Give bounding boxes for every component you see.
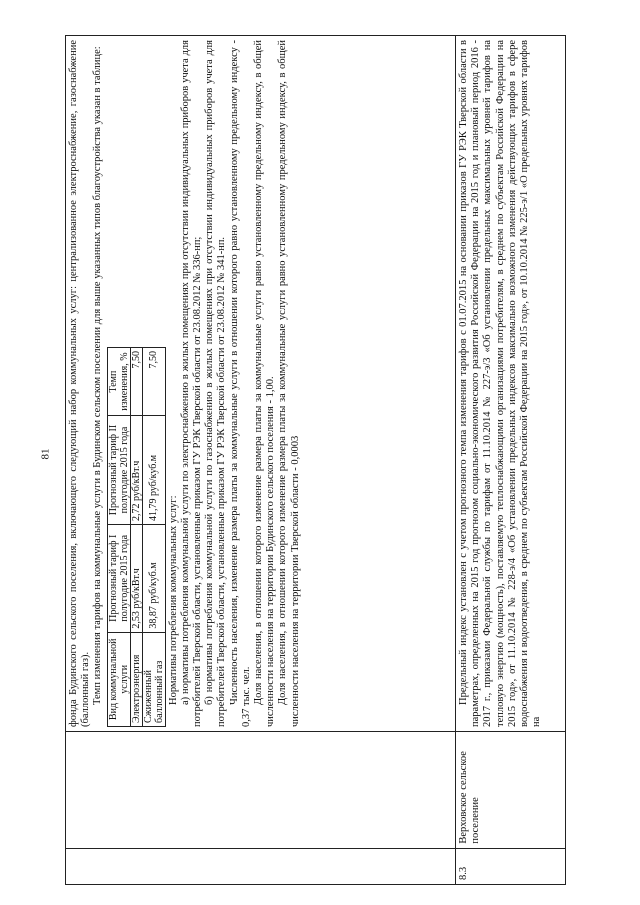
paragraph: а) нормативы потребления коммунальной услуги по электроснабжению в жилых помещениях при отсутствии индивидуальных приборов учета для потребителей Тверской области, установленные приказом ГУ РЭК Тверской области от 23.08.2012 № 336-нп; bbox=[179, 40, 204, 727]
cell: 41,79 руб/куб.м bbox=[142, 416, 165, 525]
description-cell bbox=[456, 36, 566, 732]
cell: 2,72 руб/кВт.ч bbox=[130, 416, 142, 525]
settlement-name-cell: Верховское сельское поселение bbox=[456, 732, 566, 849]
settlement-name-cell bbox=[66, 732, 456, 849]
row-number-cell bbox=[66, 848, 456, 884]
description-cell bbox=[66, 36, 456, 732]
rotated-page bbox=[65, 35, 565, 885]
cell: 2,53 руб/кВт.ч bbox=[130, 524, 142, 632]
table-row bbox=[66, 36, 456, 885]
paragraph: Нормативы потребления коммунальных услуг: bbox=[167, 495, 179, 705]
cell: Электроэнергия bbox=[130, 632, 142, 726]
cell: Сжиженный баллонный газ bbox=[142, 632, 165, 726]
row-number-cell: 8.3 bbox=[456, 848, 566, 884]
column-header: Вид коммунальной услуги bbox=[107, 632, 130, 726]
paragraph: Доля населения, в отношении которого изменение размера платы за коммунальные услуги равно установленному предельному индексу, в общей численности населения на территории Будинского сельского поселения - 1,00. bbox=[253, 40, 277, 727]
paragraph: Доля населения, в отношении которого изменение размера платы за коммунальные услуги равно установленному предельному индексу, в общей численности населения на территории Тверской области - 0,0003 bbox=[277, 40, 301, 727]
main-table bbox=[65, 35, 566, 885]
page-number: 81 bbox=[39, 448, 52, 460]
paragraph: Темп изменения тарифов на коммунальные услуги в Будинском сельском поселении для выше указанных типов благоустройства указан в таблице: bbox=[92, 46, 104, 705]
table-row bbox=[456, 36, 566, 885]
paragraph: Численность населения, изменение размера платы за коммунальные услуги в отношении которого равно установленному предельному индексу - 0,37 тыс. чел. bbox=[228, 40, 252, 727]
tariff-row bbox=[130, 348, 142, 727]
column-header: Прогнозный тариф I полугодие 2015 года bbox=[107, 524, 130, 632]
cell: 7,50 bbox=[142, 348, 165, 416]
tariff-table-header bbox=[107, 348, 130, 727]
column-header: Темп изменения, % bbox=[107, 348, 130, 416]
paragraph: фонда Будинского сельского поселения, включающего следующий набор коммунальных услуг: централизованное электроснабжение, газоснабжение (баллонный газ). bbox=[68, 40, 92, 727]
tariff-table bbox=[107, 347, 166, 727]
tariff-row bbox=[142, 348, 165, 727]
cell: 7,50 bbox=[130, 348, 142, 416]
paragraph: Предельный индекс установлен с учетом прогнозного темпа изменения тарифов с 01.07.2015 на основании приказов ГУ РЭК Тверской области в параметрах, определенных на 2015 год прогнозом социально-экономического развития Российской Федерации на 2015 год и плановый период 2016 - 2017 г., приказами Федеральной службы по тарифам от 11.10.2014 № 227-э/3 «Об установлении предельных максимальных уровней тарифов на тепловую энергию (мощность), поставляемую теплоснабжающими организациями потребителям, в среднем по субъектам Российской Федерации на 2015 год», от 11.10.2014 № 228-э/4 «Об установлении предельных индексов максимально возможного изменения действующих тарифов в сфере водоснабжения и водоотведения, в среднем по субъектам Российской Федерации на 2015 год», от 10.10.2014 № 225-э/1 «О предельных уровнях тарифов на bbox=[458, 40, 543, 727]
paragraph: б) нормативы потребления коммунальной услуги по газоснабжению в жилых помещениях при отсутствии индивидуальных приборов учета для потребителей Тверской области, установленные приказом ГУ РЭК Тверской области от 23.08.2012 № 341-нп. bbox=[204, 40, 228, 727]
cell: 38,87 руб/куб.м bbox=[142, 524, 165, 632]
column-header: Прогнозный тариф II полугодие 2015 года bbox=[107, 416, 130, 525]
